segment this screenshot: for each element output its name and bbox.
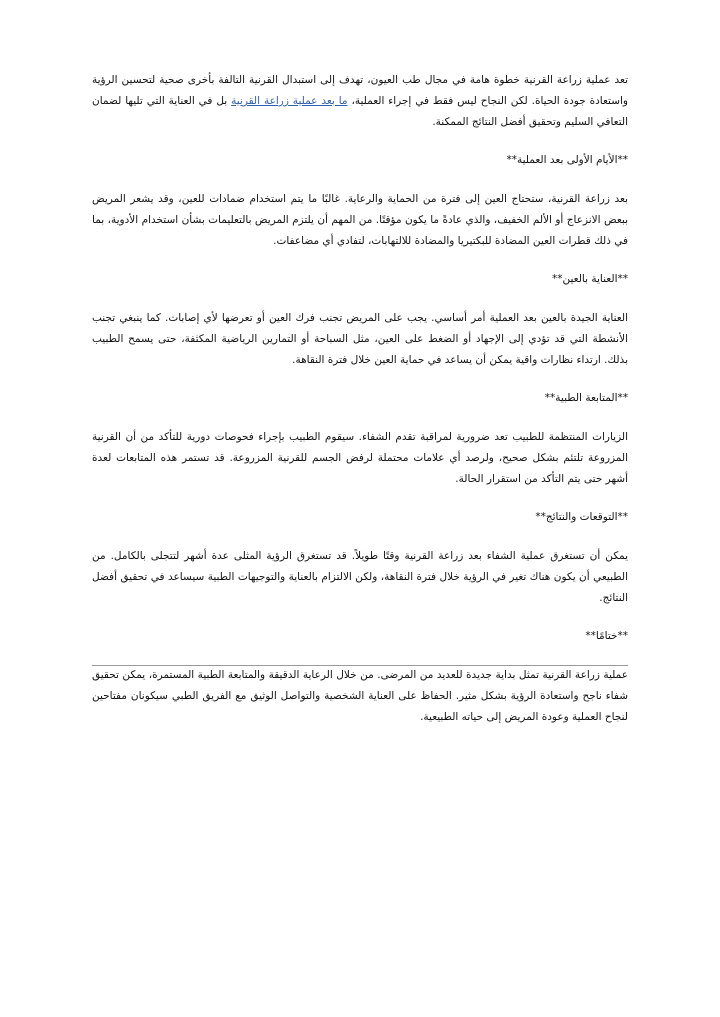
section-body-expectations: يمكن أن تستغرق عملية الشفاء بعد زراعة القرنية وقتًا طويلاً. قد تستغرق الرؤية المثلى عدة أشهر لتتجلى بالكامل. من الطبيعي أن يكون هناك تغير في الرؤية خلال فترة النقاهة، ولكن الالتزام بالعناية والتوجيهات الطبية سيساعد في تحقيق أفضل النتائج.	[92, 550, 628, 604]
section-heading-medical-followup: **المتابعة الطبية**	[544, 392, 628, 404]
section-heading-expectations: **التوقعات والنتائج**	[535, 511, 628, 523]
section-body-eye-care: العناية الجيدة بالعين بعد العملية أمر أساسي. يجب على المريض تجنب فرك العين أو تعرضها لأي إصابات. كما ينبغي تجنب الأنشطة التي قد تؤدي إلى الإجهاد أو الضغط على العين، مثل السباحة أو التمارين الرياضية المكثفة، حتى يسمح الطبيب بذلك. ارتداء نظارات واقية يمكن أن يساعد في حماية العين خلال فترة النقاهة.	[92, 312, 628, 366]
intro-text-after-link: بل في العناية التي تليها لضمان التعافي السليم وتحقيق أفضل النتائج الممكنة.	[92, 95, 628, 128]
section-body-conclusion: عملية زراعة القرنية تمثل بداية جديدة للعديد من المرضى. من خلال الرعاية الدقيقة والمتابعة الطبية المستمرة، يمكن تحقيق شفاء ناجح واستعادة الرؤية بشكل مثير. الحفاظ على العناية الشخصية والتواصل الوثيق مع الفريق الطبي سيكونان مفتاحين لنجاح العملية وعودة المريض إلى حياته الطبيعية.	[92, 669, 628, 723]
document-body	[92, 70, 628, 745]
section-body-medical-followup: الزيارات المنتظمة للطبيب تعد ضرورية لمراقبة تقدم الشفاء. سيقوم الطبيب بإجراء فحوصات دورية للتأكد من أن القرنية المزروعة تلتئم بشكل صحيح، ولرصد أي علامات محتملة لرفض الجسم للقرنية المزروعة. قد تستمر هذه المتابعات لعدة أشهر حتى يتم التأكد من استقرار الحالة.	[92, 431, 628, 485]
section-heading-first-days: **الأيام الأولى بعد العملية**	[506, 154, 628, 166]
intro-text-before-link: تعد عملية زراعة القرنية خطوة هامة في مجال طب العيون، تهدف إلى استبدال القرنية التالفة بأخرى صحية لتحسين الرؤية واستعادة جودة الحياة. لكن النجاح ليس فقط في إجراء العملية،	[92, 74, 629, 107]
section-heading-conclusion: **ختامًا**	[585, 630, 628, 642]
intro-paragraph	[92, 70, 628, 133]
article-link[interactable]: ما بعد عملية زراعة القرنية	[231, 95, 348, 107]
horizontal-divider	[92, 665, 628, 666]
section-heading-eye-care: **العناية بالعين**	[552, 273, 628, 285]
section-body-first-days: بعد زراعة القرنية، ستحتاج العين إلى فترة من الحماية والرعاية. غالبًا ما يتم استخدام ضمادات للعين، وقد يشعر المريض ببعض الانزعاج أو الألم الخفيف، والذي عادةً ما يكون مؤقتًا. من المهم أن يلتزم المريض بالتعليمات بشأن استخدام الأدوية، بما في ذلك قطرات العين المضادة للبكتيريا والمضادة للالتهابات، لتفادي أي مضاعفات.	[92, 193, 628, 247]
